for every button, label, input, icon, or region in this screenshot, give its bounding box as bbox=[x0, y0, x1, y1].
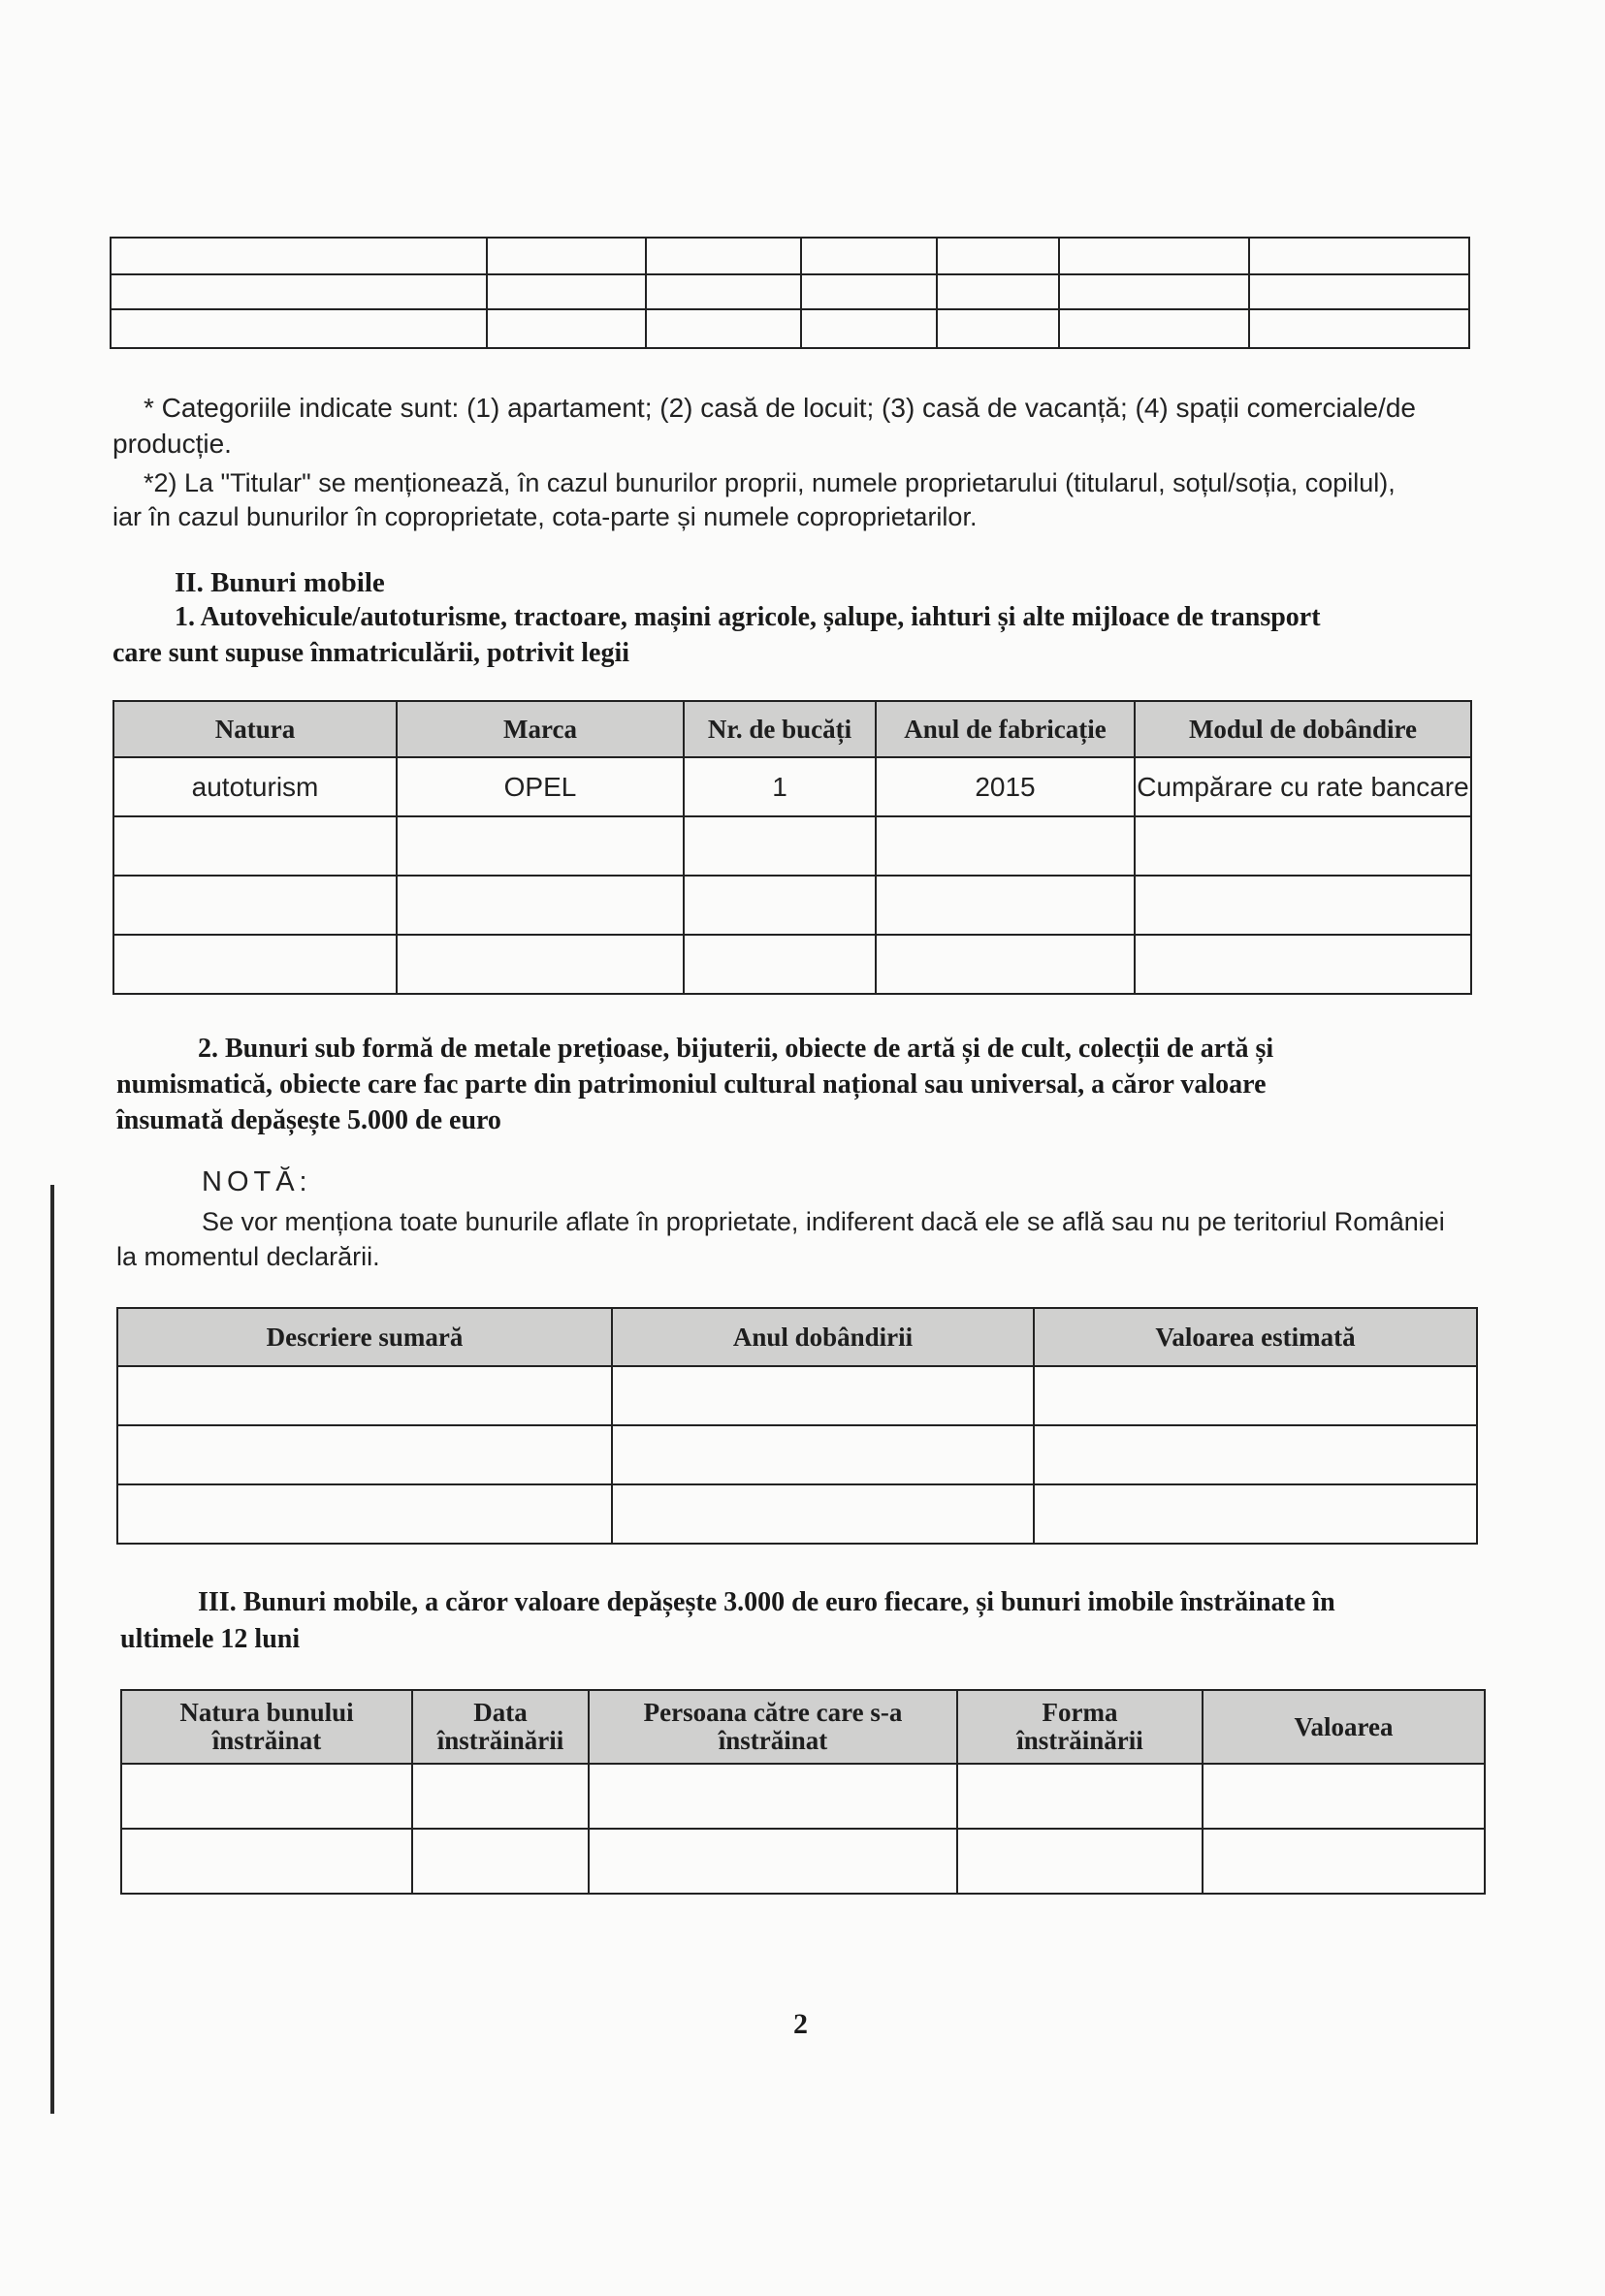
vehicles-cell bbox=[876, 816, 1135, 876]
vehicles-header: Nr. de bucăți bbox=[684, 701, 876, 757]
alienated-cell bbox=[589, 1829, 957, 1894]
valuables-cell bbox=[1034, 1366, 1477, 1425]
alienated-header-line: Valoarea bbox=[1294, 1711, 1394, 1741]
vehicles-row bbox=[113, 816, 1471, 876]
real-estate-row bbox=[111, 309, 1469, 348]
real-estate-cell bbox=[111, 238, 487, 274]
real-estate-cell bbox=[487, 274, 646, 309]
valuables-row bbox=[117, 1366, 1477, 1425]
alienated-cell bbox=[412, 1764, 589, 1829]
real-estate-cell bbox=[1249, 238, 1469, 274]
real-estate-cell bbox=[1059, 309, 1249, 348]
vehicles-cell: OPEL bbox=[397, 757, 684, 816]
valuables-row bbox=[117, 1484, 1477, 1544]
vehicles-table bbox=[112, 700, 1472, 995]
alienated-header-line: Persoana către care s-a bbox=[643, 1698, 903, 1727]
vehicles-cell bbox=[876, 876, 1135, 935]
real-estate-cell bbox=[801, 274, 937, 309]
alienated-header bbox=[589, 1690, 957, 1764]
valuables-cell bbox=[612, 1366, 1034, 1425]
nota-label: NOTĂ: bbox=[202, 1166, 312, 1197]
real-estate-cell bbox=[111, 274, 487, 309]
vehicles-cell: 1 bbox=[684, 757, 876, 816]
valuables-header: Descriere sumară bbox=[117, 1308, 612, 1366]
alienated-header bbox=[957, 1690, 1203, 1764]
real-estate-cell bbox=[487, 309, 646, 348]
valuables-header: Valoarea estimată bbox=[1034, 1308, 1477, 1366]
valuables-header: Anul dobândirii bbox=[612, 1308, 1034, 1366]
alienated-header-line: Natura bunului bbox=[179, 1698, 354, 1727]
alienated-cell bbox=[1203, 1764, 1485, 1829]
valuables-row bbox=[117, 1425, 1477, 1484]
nota-line1: Se vor menționa toate bunurile aflate în proprietate, indiferent dacă ele se află sau nu pe teritoriul României bbox=[202, 1207, 1445, 1236]
real-estate-table-continuation bbox=[110, 237, 1470, 349]
real-estate-cell bbox=[937, 238, 1059, 274]
real-estate-cell bbox=[801, 238, 937, 274]
real-estate-row bbox=[111, 274, 1469, 309]
vehicles-row bbox=[113, 757, 1471, 816]
alienated-header bbox=[1203, 1690, 1485, 1764]
alienated-row bbox=[121, 1764, 1485, 1829]
valuables-cell bbox=[1034, 1425, 1477, 1484]
alienated-cell bbox=[589, 1764, 957, 1829]
vehicles-header: Anul de fabricație bbox=[876, 701, 1135, 757]
alienated-cell bbox=[957, 1829, 1203, 1894]
alienated-header bbox=[412, 1690, 589, 1764]
real-estate-cell bbox=[1059, 238, 1249, 274]
vehicles-cell bbox=[1135, 876, 1471, 935]
real-estate-row bbox=[111, 238, 1469, 274]
real-estate-cell bbox=[801, 309, 937, 348]
alienated-header-line: înstrăinat bbox=[718, 1726, 828, 1755]
footnote-titular-cont: iar în cazul bunurilor în coproprietate, cota-parte și numele coproprietarilor. bbox=[112, 502, 978, 531]
section-ii-sub1-line1: 1. Autovehicule/autoturisme, tractoare, mașini agricole, șalupe, iahturi și alte mijloace de transport bbox=[175, 602, 1321, 632]
real-estate-cell bbox=[646, 238, 801, 274]
vehicles-cell bbox=[397, 816, 684, 876]
real-estate-cell bbox=[646, 309, 801, 348]
vehicles-cell bbox=[397, 876, 684, 935]
valuables-table bbox=[116, 1307, 1478, 1545]
valuables-cell bbox=[117, 1425, 612, 1484]
real-estate-cell bbox=[937, 274, 1059, 309]
vehicles-cell: Cumpărare cu rate bancare bbox=[1135, 757, 1471, 816]
page-number: 2 bbox=[793, 2008, 808, 2040]
vehicles-row bbox=[113, 876, 1471, 935]
alienated-header-line: înstrăinării bbox=[1016, 1726, 1143, 1755]
section-ii-title: II. Bunuri mobile bbox=[175, 567, 385, 598]
section-ii-sub2-line3: însumată depășește 5.000 de euro bbox=[116, 1105, 501, 1135]
vehicles-cell bbox=[684, 876, 876, 935]
footnote-categories: * Categoriile indicate sunt: (1) apartament; (2) casă de locuit; (3) casă de vacanță; (4) spații comerciale/de bbox=[144, 393, 1416, 423]
alienated-header-line: Data bbox=[473, 1698, 528, 1727]
real-estate-cell bbox=[1249, 274, 1469, 309]
section-iii-title-line2: ultimele 12 luni bbox=[120, 1624, 301, 1654]
alienated-header-line: înstrăinat bbox=[211, 1726, 322, 1755]
valuables-cell bbox=[612, 1425, 1034, 1484]
real-estate-cell bbox=[1249, 309, 1469, 348]
alienated-cell bbox=[957, 1764, 1203, 1829]
valuables-cell bbox=[117, 1484, 612, 1544]
vehicles-cell: autoturism bbox=[113, 757, 397, 816]
real-estate-cell bbox=[111, 309, 487, 348]
section-ii-sub1-line2: care sunt supuse înmatriculării, potrivit legii bbox=[112, 638, 630, 668]
vehicles-cell: 2015 bbox=[876, 757, 1135, 816]
vehicles-cell bbox=[1135, 935, 1471, 994]
vehicles-cell bbox=[397, 935, 684, 994]
vehicles-header: Marca bbox=[397, 701, 684, 757]
real-estate-cell bbox=[487, 238, 646, 274]
vehicles-cell bbox=[684, 935, 876, 994]
alienated-cell bbox=[121, 1764, 412, 1829]
vehicles-cell bbox=[113, 816, 397, 876]
vehicles-row bbox=[113, 935, 1471, 994]
vehicles-cell bbox=[113, 876, 397, 935]
vehicles-cell bbox=[876, 935, 1135, 994]
vehicles-cell bbox=[1135, 816, 1471, 876]
nota-line2: la momentul declarării. bbox=[116, 1242, 380, 1271]
valuables-cell bbox=[1034, 1484, 1477, 1544]
alienated-header-line: înstrăinării bbox=[436, 1726, 564, 1755]
valuables-cell bbox=[612, 1484, 1034, 1544]
alienated-goods-table bbox=[120, 1689, 1486, 1895]
alienated-header-line: Forma bbox=[1042, 1698, 1118, 1727]
valuables-cell bbox=[117, 1366, 612, 1425]
real-estate-cell bbox=[1059, 274, 1249, 309]
alienated-cell bbox=[121, 1829, 412, 1894]
vehicles-cell bbox=[684, 816, 876, 876]
footnote-titular: *2) La "Titular" se menționează, în cazul bunurilor proprii, numele proprietarului (titularul, soțul/soția, copilul), bbox=[144, 468, 1396, 497]
alienated-cell bbox=[412, 1829, 589, 1894]
vehicles-header: Natura bbox=[113, 701, 397, 757]
vehicles-cell bbox=[113, 935, 397, 994]
section-iii-title-line1: III. Bunuri mobile, a căror valoare depășește 3.000 de euro fiecare, și bunuri imobile înstrăinate în bbox=[198, 1587, 1335, 1617]
alienated-header bbox=[121, 1690, 412, 1764]
alienated-row bbox=[121, 1829, 1485, 1894]
vehicles-header: Modul de dobândire bbox=[1135, 701, 1471, 757]
scan-edge-bar bbox=[50, 1185, 54, 2114]
real-estate-cell bbox=[937, 309, 1059, 348]
real-estate-cell bbox=[646, 274, 801, 309]
footnote-categories-cont: producție. bbox=[112, 429, 232, 459]
alienated-cell bbox=[1203, 1829, 1485, 1894]
section-ii-sub2-line1: 2. Bunuri sub formă de metale prețioase, bijuterii, obiecte de artă și de cult, colecții de artă și bbox=[198, 1034, 1274, 1064]
section-ii-sub2-line2: numismatică, obiecte care fac parte din patrimoniul cultural național sau universal, a căror valoare bbox=[116, 1069, 1267, 1100]
